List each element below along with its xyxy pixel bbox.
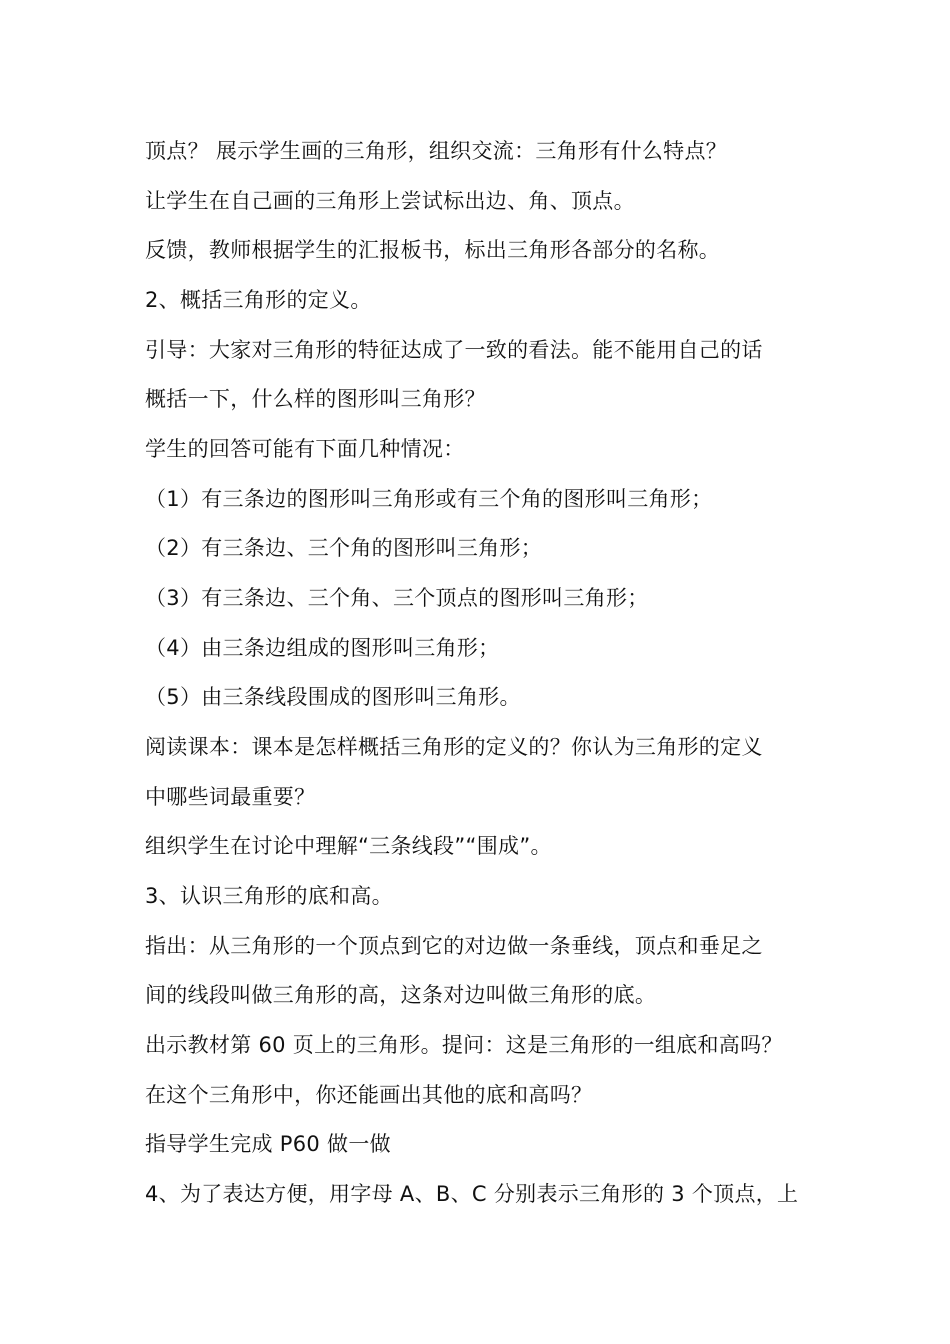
list-item: （3）有三条边、三个角、三个顶点的图形叫三角形； [145,586,649,610]
list-item: （1）有三条边的图形叫三角形或有三个角的图形叫三角形； [145,487,713,511]
text-line: 指出：从三角形的一个顶点到它的对边做一条垂线，顶点和垂足之 [145,934,763,958]
text-line: 反馈，教师根据学生的汇报板书，标出三角形各部分的名称。 [145,238,721,262]
text-line: 中哪些词最重要？ [145,785,316,809]
text-line: 组织学生在讨论中理解“三条线段”“围成”。 [145,834,552,858]
text-line: 指导学生完成 P60 做一做 [145,1132,391,1156]
list-item: （2）有三条边、三个角的图形叫三角形； [145,536,543,560]
text-line: 概括一下，什么样的图形叫三角形？ [145,387,486,411]
text-line: 让学生在自己画的三角形上尝试标出边、角、顶点。 [145,189,635,213]
section-heading: 3、认识三角形的底和高。 [145,884,393,908]
section-heading: 4、为了表达方便，用字母 A、B、C 分别表示三角形的 3 个顶点，上 [145,1182,799,1206]
text-line: 引导：大家对三角形的特征达成了一致的看法。能不能用自己的话 [145,338,763,362]
list-item: （5）由三条线段围成的图形叫三角形。 [145,685,521,709]
text-line: 出示教材第 60 页上的三角形。提问：这是三角形的一组底和高吗？ [145,1033,783,1057]
text-line: 间的线段叫做三角形的高，这条对边叫做三角形的底。 [145,983,657,1007]
text-line: 在这个三角形中，你还能画出其他的底和高吗？ [145,1083,593,1107]
text-line: 学生的回答可能有下面几种情况： [145,437,465,461]
section-heading: 2、概括三角形的定义。 [145,288,372,312]
text-line: 顶点？ 展示学生画的三角形，组织交流：三角形有什么特点？ [145,139,728,163]
text-line: 阅读课本：课本是怎样概括三角形的定义的？你认为三角形的定义 [145,735,763,759]
list-item: （4）由三条边组成的图形叫三角形； [145,636,500,660]
